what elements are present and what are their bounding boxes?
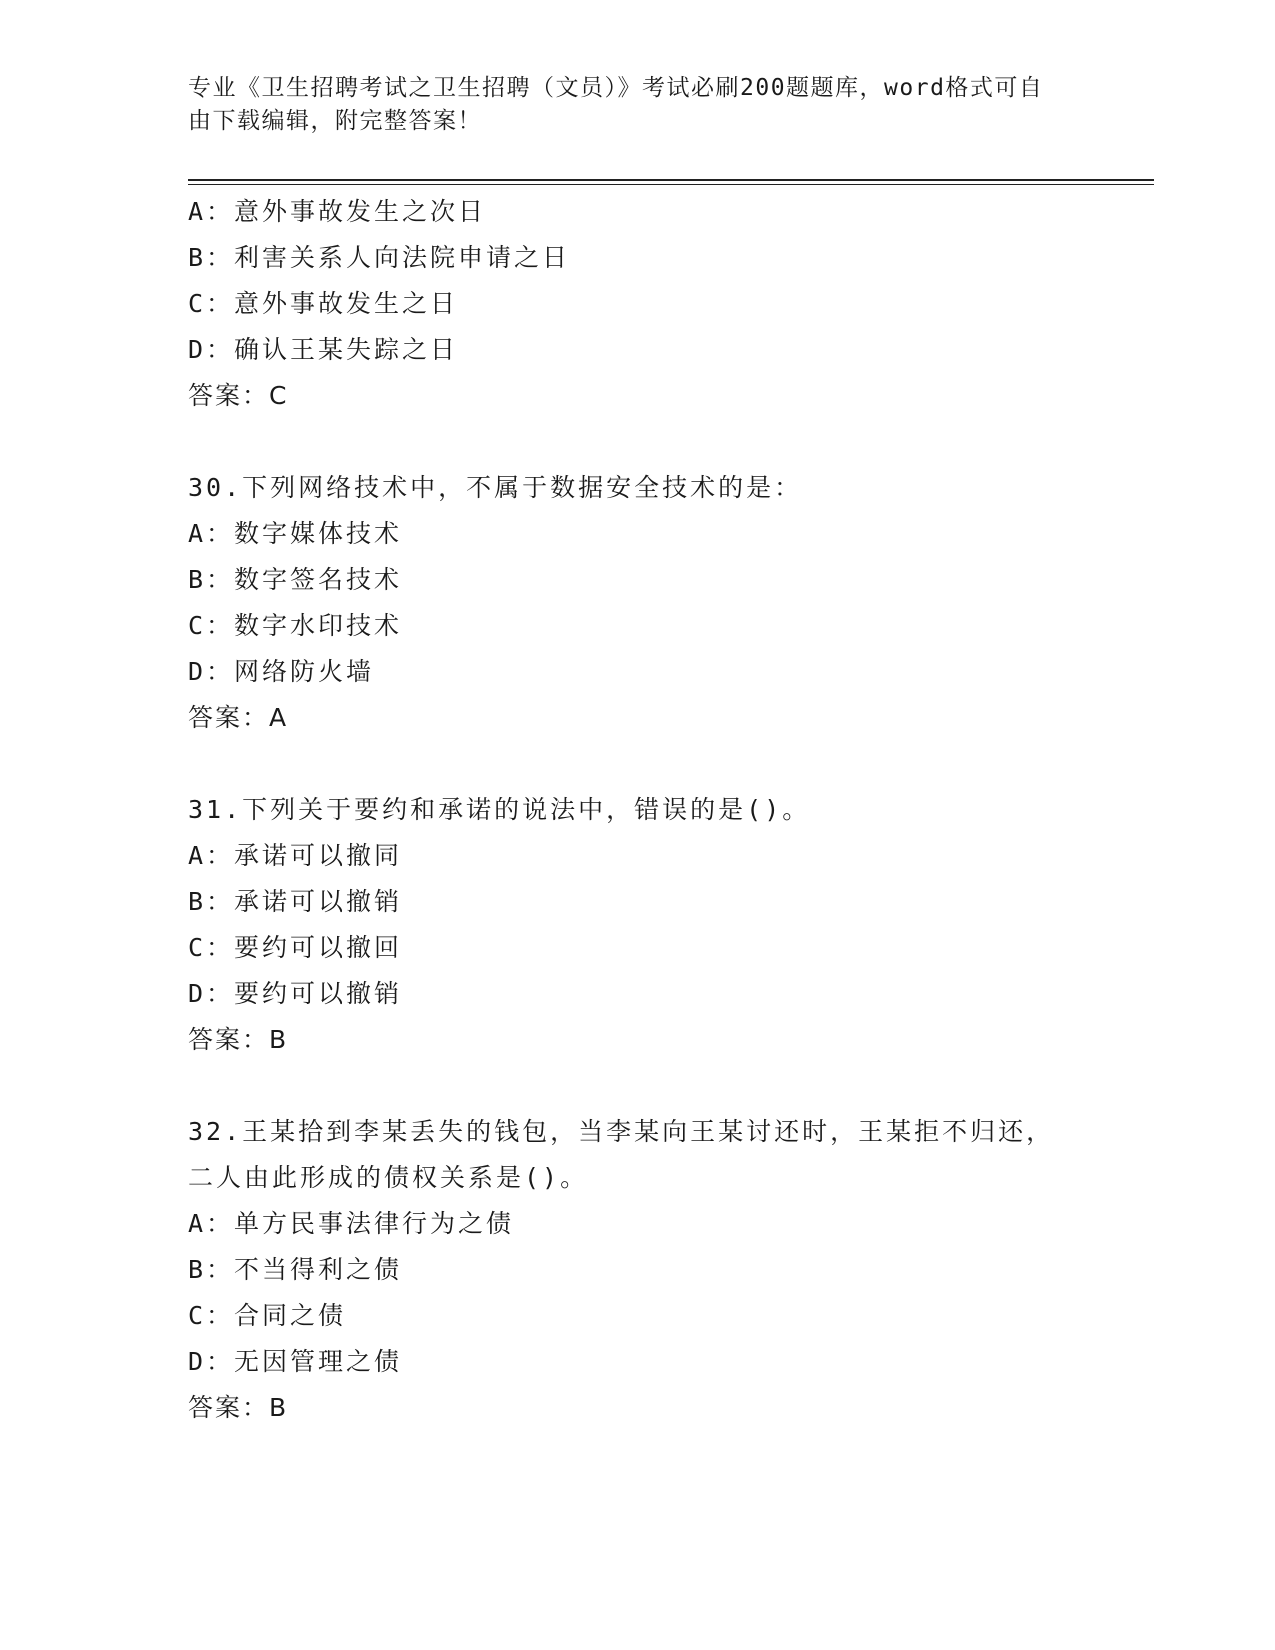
option-a: A：意外事故发生之次日 — [188, 197, 487, 226]
question-list — [188, 189, 1088, 1431]
question-block-31 — [188, 787, 1088, 1063]
option-d: D：无因管理之债 — [188, 1347, 403, 1376]
answer-line: 答案：B — [188, 1025, 289, 1054]
header-line-2: 由下载编辑，附完整答案！ — [188, 108, 482, 134]
option-a: A：单方民事法律行为之债 — [188, 1209, 515, 1238]
answer-line: 答案：A — [188, 703, 289, 732]
question-block-30 — [188, 465, 1088, 741]
option-b: B：不当得利之债 — [188, 1255, 403, 1284]
question-text-line-2: 二人由此形成的债权关系是()。 — [188, 1163, 589, 1192]
question-text: 30.下列网络技术中，不属于数据安全技术的是： — [188, 473, 803, 502]
question-block-29 — [188, 189, 1088, 419]
option-b: B：数字签名技术 — [188, 565, 403, 594]
header-divider-thick — [188, 179, 1154, 181]
header-line-1: 专业《卫生招聘考试之卫生招聘（文员）》考试必刷200题题库，word格式可自 — [188, 75, 1044, 101]
option-d: D：确认王某失踪之日 — [188, 335, 459, 364]
option-a: A：承诺可以撤同 — [188, 841, 403, 870]
document-header — [188, 72, 1078, 138]
option-b: B：利害关系人向法院申请之日 — [188, 243, 571, 272]
spacer — [188, 419, 1088, 465]
option-b: B：承诺可以撤销 — [188, 887, 403, 916]
option-d: D：要约可以撤销 — [188, 979, 403, 1008]
option-c: C：要约可以撤回 — [188, 933, 403, 962]
header-divider-thin — [188, 184, 1154, 185]
question-block-32 — [188, 1109, 1088, 1431]
option-c: C：数字水印技术 — [188, 611, 403, 640]
question-text-line-1: 32.王某拾到李某丢失的钱包，当李某向王某讨还时，王某拒不归还， — [188, 1117, 1055, 1146]
answer-line: 答案：C — [188, 381, 289, 410]
spacer — [188, 741, 1088, 787]
spacer — [188, 1063, 1088, 1109]
question-text: 31.下列关于要约和承诺的说法中，错误的是()。 — [188, 795, 811, 824]
option-d: D：网络防火墙 — [188, 657, 375, 686]
answer-line: 答案：B — [188, 1393, 289, 1422]
option-c: C：合同之债 — [188, 1301, 347, 1330]
option-c: C：意外事故发生之日 — [188, 289, 459, 318]
option-a: A：数字媒体技术 — [188, 519, 403, 548]
